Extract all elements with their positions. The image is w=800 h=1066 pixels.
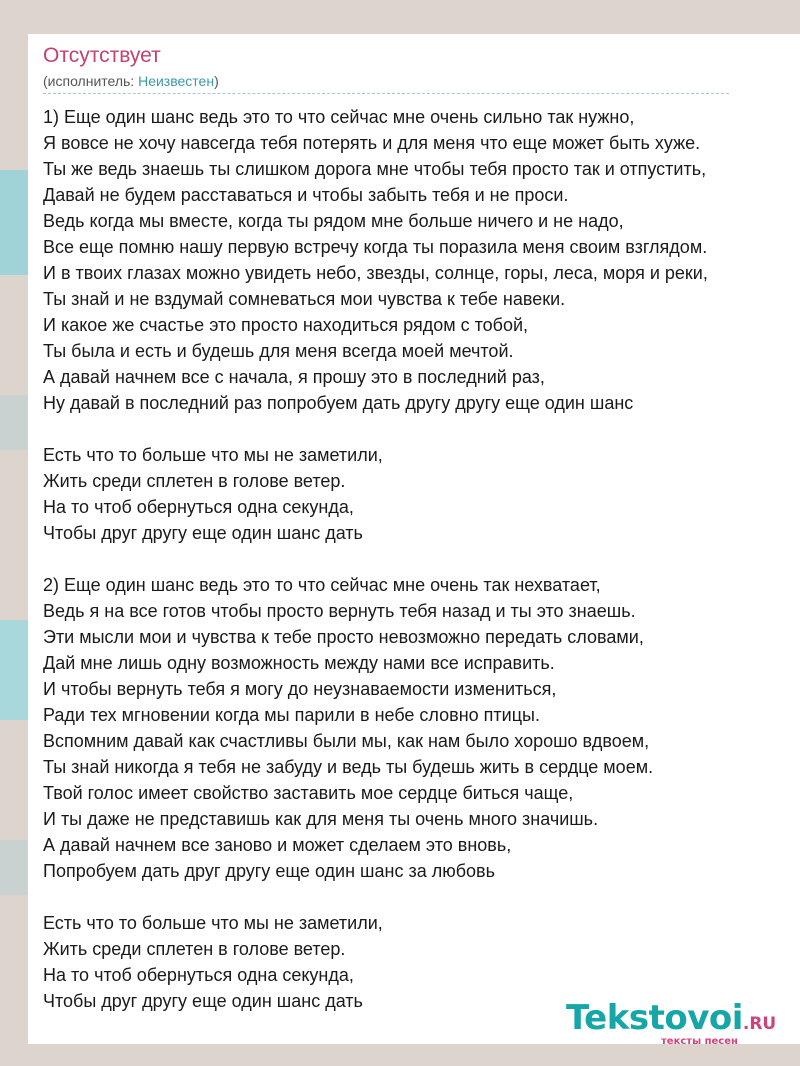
- lyric-line: Жить среди сплетен в голове ветер.: [43, 939, 346, 959]
- artist-line: [43, 73, 219, 89]
- lyric-line: И чтобы вернуть тебя я могу до неузнаваемости измениться,: [43, 679, 557, 699]
- lyric-line: Ты же ведь знаешь ты слишком дорога мне чтобы тебя просто так и отпустить,: [43, 159, 707, 179]
- site-logo[interactable]: [566, 998, 777, 1047]
- title-divider: [43, 93, 729, 94]
- lyric-line: 2) Еще один шанс ведь это то что сейчас мне очень так нехватает,: [43, 575, 601, 595]
- lyric-line: Все еще помню нашу первую встречу когда ты поразила меня своим взглядом.: [43, 237, 708, 257]
- lyric-line: Я вовсе не хочу навсегда тебя потерять и для меня что еще может быть хуже.: [43, 133, 701, 153]
- lyric-line: Дай мне лишь одну возможность между нами все исправить.: [43, 653, 555, 673]
- logo-domain: .RU: [742, 1014, 777, 1034]
- artist-link[interactable]: Неизвестен: [138, 73, 215, 89]
- song-title: Отсутствует: [43, 44, 161, 67]
- stanza-gap: [43, 884, 708, 910]
- lyric-line: Вспомним давай как счастливы были мы, как нам было хорошо вдвоем,: [43, 731, 650, 751]
- lyric-line: Твой голос имеет свойство заставить мое сердце биться чаще,: [43, 783, 574, 803]
- stanza-gap: [43, 416, 708, 442]
- chorus-1: [43, 442, 708, 546]
- lyric-line: Ты была и есть и будешь для меня всегда моей мечтой.: [43, 341, 514, 361]
- stanza-gap: [43, 546, 708, 572]
- lyric-line: А давай начнем все заново и может сделаем это вновь,: [43, 835, 512, 855]
- lyric-line: И в твоих глазах можно увидеть небо, звезды, солнце, горы, леса, моря и реки,: [43, 263, 708, 283]
- verse-2: [43, 572, 708, 884]
- lyric-line: И какое же счастье это просто находиться рядом с тобой,: [43, 315, 529, 335]
- lyric-line: Есть что то больше что мы не заметили,: [43, 445, 383, 465]
- lyric-line: Попробуем дать друг другу еще один шанс за любовь: [43, 861, 495, 881]
- lyric-line: Есть что то больше что мы не заметили,: [43, 913, 383, 933]
- logo-tagline: тексты песен: [661, 1036, 738, 1047]
- lyric-line: Ради тех мгновении когда мы парили в небе словно птицы.: [43, 705, 540, 725]
- artist-suffix: ): [214, 73, 219, 89]
- lyric-line: На то чтоб обернуться одна секунда,: [43, 497, 354, 517]
- lyric-line: 1) Еще один шанс ведь это то что сейчас мне очень сильно так нужно,: [43, 107, 635, 127]
- lyric-line: Ты знай и не вздумай сомневаться мои чувства к тебе навеки.: [43, 289, 566, 309]
- lyric-line: И ты даже не представишь как для меня ты очень много значишь.: [43, 809, 599, 829]
- lyric-line: Ведь я на все готов чтобы просто вернуть тебя назад и ты это знаешь.: [43, 601, 636, 621]
- lyric-line: Жить среди сплетен в голове ветер.: [43, 471, 346, 491]
- lyric-line: Ты знай никогда я тебя не забуду и ведь ты будешь жить в сердце моем.: [43, 757, 654, 777]
- lyric-line: Чтобы друг другу еще один шанс дать: [43, 991, 363, 1011]
- lyric-line: Ну давай в последний раз попробуем дать другу другу еще один шанс: [43, 393, 634, 413]
- lyric-line: А давай начнем все с начала, я прошу это в последний раз,: [43, 367, 545, 387]
- artist-prefix: (исполнитель:: [43, 73, 139, 89]
- lyrics-block: [43, 104, 708, 1014]
- lyric-line: Давай не будем расставаться и чтобы забыть тебя и не проси.: [43, 185, 569, 205]
- lyric-line: Чтобы друг другу еще один шанс дать: [43, 523, 363, 543]
- logo-name: Tekstovoi: [566, 998, 743, 1038]
- lyric-line: Ведь когда мы вместе, когда ты рядом мне больше ничего и не надо,: [43, 211, 624, 231]
- verse-1: [43, 104, 708, 416]
- lyric-line: Эти мысли мои и чувства к тебе просто невозможно передать словами,: [43, 627, 644, 647]
- lyric-line: На то чтоб обернуться одна секунда,: [43, 965, 354, 985]
